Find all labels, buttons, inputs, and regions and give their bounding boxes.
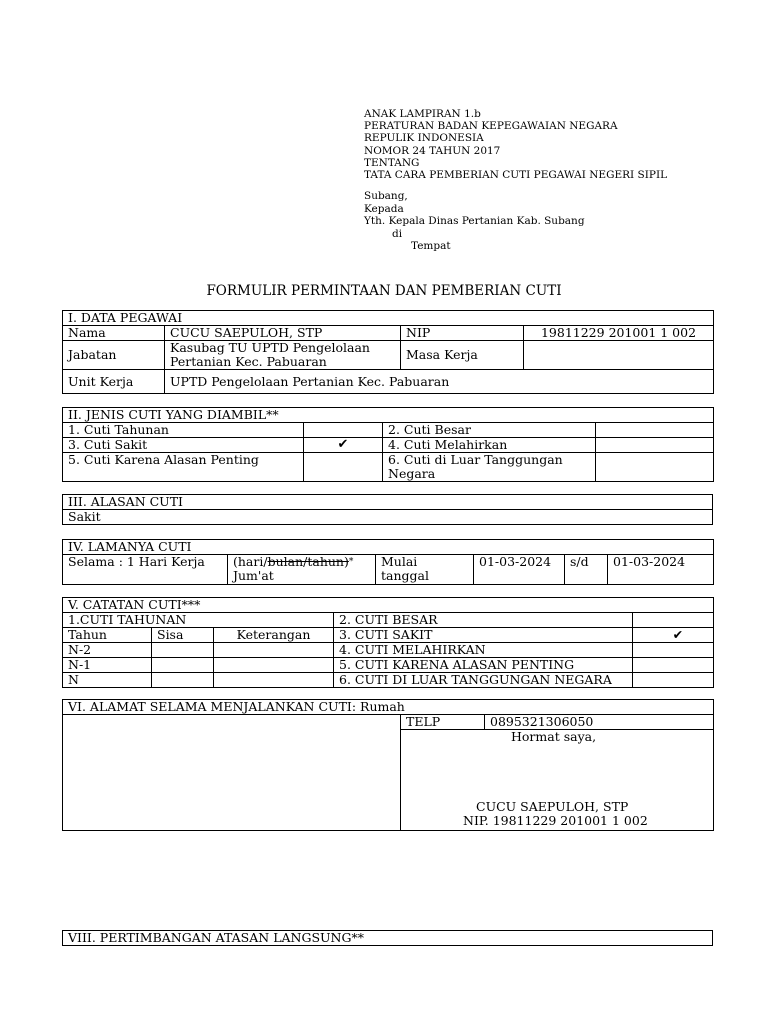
check-mark-icon: ✔	[304, 438, 383, 453]
notes-cell	[214, 643, 334, 658]
section-heading: IV. LAMANYA CUTI	[63, 540, 714, 555]
leave-type-important: 5. Cuti Karena Alasan Penting	[63, 453, 304, 482]
position-label: Jabatan	[63, 341, 165, 370]
section-heading: V. CATATAN CUTI***	[63, 598, 714, 613]
recipient-line: Yth. Kepala Dinas Pertanian Kab. Subang	[364, 215, 585, 227]
year-n: N	[63, 673, 152, 688]
check-cell	[596, 423, 714, 438]
tenure-label: Masa Kerja	[401, 341, 524, 370]
check-cell	[596, 453, 714, 482]
nip-value: 19811229 201001 1 002	[524, 326, 714, 341]
leave-duration-table	[62, 539, 714, 585]
place-line: Tempat	[411, 240, 451, 252]
check-mark-icon: ✔	[633, 628, 714, 643]
signer-nip: NIP. 19811229 201001 1 002	[463, 813, 648, 828]
phone-label: TELP	[401, 715, 485, 730]
header-line: ANAK LAMPIRAN 1.b	[364, 108, 481, 120]
header-line: TATA CARA PEMBERIAN CUTI PEGAWAI NEGERI SIPIL	[364, 169, 668, 182]
signature-cell	[401, 730, 714, 831]
header-line: PERATURAN BADAN KEPEGAWAIAN NEGARA	[364, 120, 618, 133]
col-notes: Keterangan	[214, 628, 334, 643]
address-during-leave-table	[62, 699, 714, 831]
notes-cell	[214, 673, 334, 688]
tenure-value	[524, 341, 714, 370]
section-heading: III. ALASAN CUTI	[63, 495, 713, 510]
check-cell	[633, 673, 714, 688]
address-cell	[63, 715, 401, 831]
record-unpaid: 6. CUTI DI LUAR TANGGUNGAN NEGARA	[334, 673, 633, 688]
nip-label: NIP	[401, 326, 524, 341]
section-heading: VIII. PERTIMBANGAN ATASAN LANGSUNG**	[63, 931, 713, 946]
check-cell	[596, 438, 714, 453]
attachment-header	[364, 108, 667, 181]
header-line: TENTANG	[364, 156, 420, 169]
until-label: s/d	[565, 555, 608, 585]
start-date: 01-03-2024	[474, 555, 565, 585]
phone-value: 0895321306050	[485, 715, 714, 730]
section-heading: II. JENIS CUTI YANG DIAMBIL**	[63, 408, 714, 423]
duration-value: Selama : 1 Hari Kerja	[63, 555, 228, 585]
di-line: di	[392, 227, 403, 240]
unit-struck: bulan/tahun)	[267, 554, 349, 569]
section-heading: I. DATA PEGAWAI	[63, 311, 714, 326]
header-line: NOMOR 24 TAHUN 2017	[364, 144, 501, 157]
unit-value: UPTD Pengelolaan Pertanian Kec. Pabuaran	[165, 370, 714, 394]
check-cell	[633, 613, 714, 628]
unit-day: Jum'at	[233, 568, 274, 583]
position-value: Kasubag TU UPTD Pengelolaan Pertanian Kec. Pabuaran	[165, 341, 401, 370]
leave-record-table	[62, 597, 714, 688]
employee-data-table	[62, 310, 714, 394]
col-year: Tahun	[63, 628, 152, 643]
record-maternity: 4. CUTI MELAHIRKAN	[334, 643, 633, 658]
form-title: FORMULIR PERMINTAAN DAN PEMBERIAN CUTI	[206, 283, 562, 299]
remaining-cell	[152, 643, 214, 658]
unit-label: Unit Kerja	[63, 370, 165, 394]
year-n2: N-2	[63, 643, 152, 658]
year-n1: N-1	[63, 658, 152, 673]
city-line: Subang,	[364, 190, 408, 202]
record-sick: 3. CUTI SAKIT	[334, 628, 633, 643]
leave-reason-table	[62, 494, 713, 525]
end-date: 01-03-2024	[608, 555, 714, 585]
signer-name: CUCU SAEPULOH, STP	[476, 799, 629, 814]
leave-type-unpaid: 6. Cuti di Luar Tanggungan Negara	[383, 453, 596, 482]
leave-reason-value: Sakit	[63, 510, 713, 525]
record-big: 2. CUTI BESAR	[334, 613, 633, 628]
section-heading: VI. ALAMAT SELAMA MENJALANKAN CUTI: Rumah	[63, 700, 714, 715]
remaining-cell	[152, 673, 214, 688]
col-remaining: Sisa	[152, 628, 214, 643]
unit-star: *	[348, 557, 354, 567]
check-cell	[633, 658, 714, 673]
closing-text: Hormat saya,	[511, 729, 597, 744]
unit-open: (hari/	[233, 554, 268, 569]
check-cell	[304, 453, 383, 482]
record-important: 5. CUTI KARENA ALASAN PENTING	[334, 658, 633, 673]
supervisor-consideration-table	[62, 930, 713, 946]
remaining-cell	[152, 658, 214, 673]
duration-unit	[228, 555, 376, 585]
leave-type-sick: 3. Cuti Sakit	[63, 438, 304, 453]
check-cell	[304, 423, 383, 438]
annual-leave-heading: 1.CUTI TAHUNAN	[63, 613, 334, 628]
notes-cell	[214, 658, 334, 673]
check-cell	[633, 643, 714, 658]
address-block	[364, 190, 585, 253]
name-label: Nama	[63, 326, 165, 341]
leave-type-annual: 1. Cuti Tahunan	[63, 423, 304, 438]
leave-type-maternity: 4. Cuti Melahirkan	[383, 438, 596, 453]
name-value: CUCU SAEPULOH, STP	[165, 326, 401, 341]
leave-type-table	[62, 407, 714, 482]
start-label: Mulai tanggal	[376, 555, 474, 585]
to-line: Kepada	[364, 202, 404, 215]
header-line: REPULIK INDONESIA	[364, 132, 484, 145]
leave-type-big: 2. Cuti Besar	[383, 423, 596, 438]
